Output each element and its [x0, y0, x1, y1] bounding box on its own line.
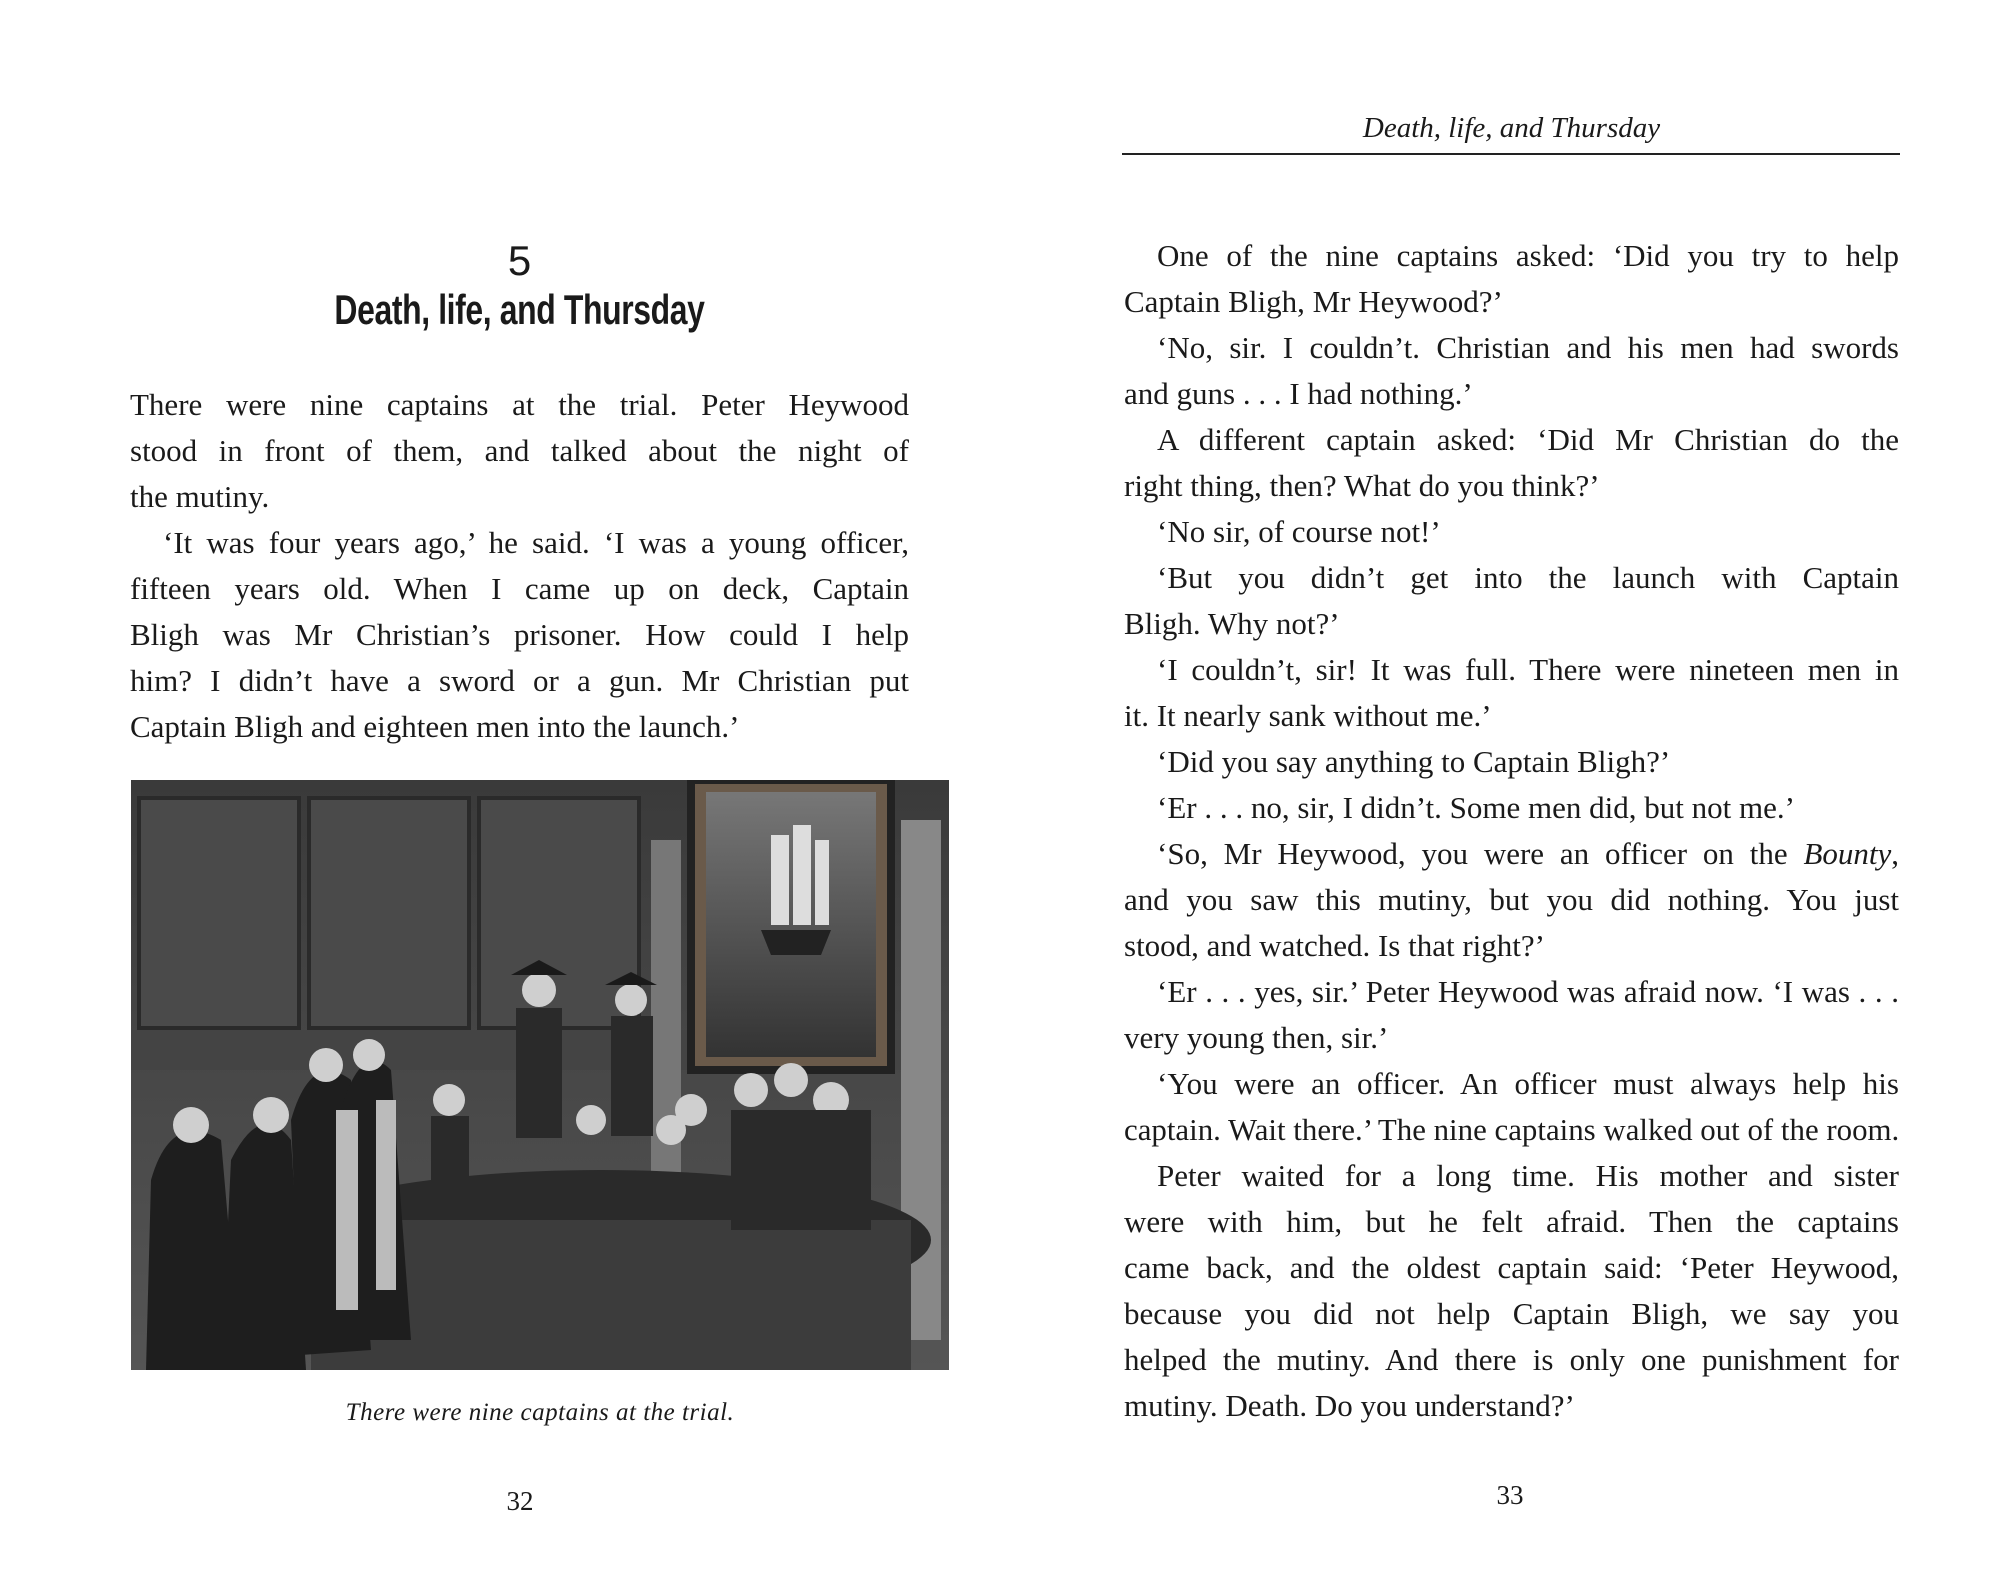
header-rule — [1122, 153, 1900, 155]
page-number-right: 33 — [1496, 1480, 1524, 1510]
text-line: There were nine captains at the trial. Peter Heywood — [130, 387, 909, 422]
text-line: it. It nearly sank without me.’ — [1124, 698, 1492, 733]
text-line: very young then, sir.’ — [1124, 1020, 1389, 1055]
text-line: Captain Bligh and eighteen men into the launch.’ — [130, 709, 740, 744]
text-line: ‘You were an officer. An officer must always help his — [1157, 1066, 1899, 1101]
text-span: , — [1891, 836, 1899, 871]
text-line: ‘No, sir. I couldn’t. Christian and his men had swords — [1157, 330, 1899, 365]
page-number-left: 32 — [506, 1486, 534, 1516]
chapter-title — [130, 285, 909, 335]
left-page-body — [130, 382, 909, 750]
text-line: ‘Er . . . no, sir, I didn’t. Some men did, but not me.’ — [1157, 790, 1795, 825]
text-line: fifteen years old. When I came up on deck, Captain — [130, 571, 909, 606]
text-line: helped the mutiny. And there is only one punishment for — [1124, 1342, 1899, 1377]
running-head: Death, life, and Thursday — [1362, 112, 1661, 144]
text-line: ‘It was four years ago,’ he said. ‘I was a young officer, — [163, 525, 909, 560]
text-line: ‘Did you say anything to Captain Bligh?’ — [1157, 744, 1671, 779]
text-line: Bligh was Mr Christian’s prisoner. How could I help — [130, 617, 909, 652]
text-line: Peter waited for a long time. His mother and sister — [1157, 1158, 1899, 1193]
text-line: the mutiny. — [130, 479, 270, 514]
text-line: Captain Bligh, Mr Heywood?’ — [1124, 284, 1503, 319]
chapter-number: 5 — [507, 237, 532, 284]
right-page-body — [1124, 233, 1899, 1429]
text-line: because you did not help Captain Bligh, we say you — [1124, 1296, 1899, 1331]
text-line: stood, and watched. Is that right?’ — [1124, 928, 1545, 963]
text-line: came back, and the oldest captain said: ‘Peter Heywood, — [1124, 1250, 1899, 1285]
text-line: Bligh. Why not?’ — [1124, 606, 1340, 641]
text-line: mutiny. Death. Do you understand?’ — [1124, 1388, 1575, 1423]
text-line: and guns . . . I had nothing.’ — [1124, 376, 1473, 411]
text-line: ‘No sir, of course not!’ — [1157, 514, 1441, 549]
italic-ship-name: Bounty — [1803, 836, 1892, 871]
text-line: captain. Wait there.’ The nine captains walked out of the room. — [1124, 1112, 1900, 1147]
text-line: right thing, then? What do you think?’ — [1124, 468, 1600, 503]
trial-illustration — [131, 780, 949, 1370]
text-line: him? I didn’t have a sword or a gun. Mr Christian put — [130, 663, 909, 698]
text-line: A different captain asked: ‘Did Mr Christian do the — [1157, 422, 1899, 457]
text-line: and you saw this mutiny, but you did nothing. You just — [1124, 882, 1899, 917]
text-line: ‘But you didn’t get into the launch with Captain — [1157, 560, 1899, 595]
chapter-title-text: Death, life, and Thursday — [334, 286, 705, 333]
text-span: ‘So, Mr Heywood, you were an officer on the — [1157, 836, 1804, 871]
text-line: stood in front of them, and talked about the night of — [130, 433, 909, 468]
text-line: One of the nine captains asked: ‘Did you try to help — [1157, 238, 1899, 273]
text-line: ‘I couldn’t, sir! It was full. There were nineteen men in — [1157, 652, 1899, 687]
text-line — [1124, 831, 1899, 877]
text-line: ‘Er . . . yes, sir.’ Peter Heywood was afraid now. ‘I was . . . — [1157, 974, 1899, 1009]
text-line: were with him, but he felt afraid. Then the captains — [1124, 1204, 1899, 1239]
illustration-caption: There were nine captains at the trial. — [345, 1399, 735, 1426]
